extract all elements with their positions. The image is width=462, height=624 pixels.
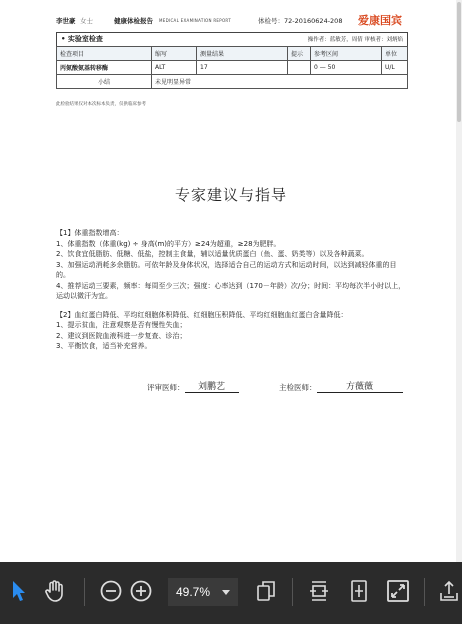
- advice-paragraph: 2、饮食宜低脂肪、低糖、低盐，控制主食量，辅以适量优质蛋白（鱼、蛋、奶类等）以及各种蔬菜。: [56, 250, 369, 258]
- scrollbar-thumb[interactable]: [457, 2, 461, 122]
- share-icon[interactable]: [434, 576, 462, 606]
- table-header-row: [57, 47, 408, 61]
- advice-paragraph: 1、提示贫血，注意观察是否有慢性失血；: [56, 321, 187, 329]
- reviewer-label: 评审医师：: [147, 383, 185, 392]
- zoom-level-value: 49.7%: [176, 585, 211, 599]
- copy-pages-icon[interactable]: [251, 576, 281, 606]
- advice-paragraph: 1、体重指数（体重(kg) ÷ 身高(m)的平方）≥24为超重，≥28为肥胖。: [56, 239, 281, 248]
- zoom-in-icon[interactable]: [126, 576, 156, 606]
- toolbar-divider: [424, 578, 425, 606]
- vertical-scrollbar[interactable]: [456, 0, 462, 562]
- chevron-down-icon: [222, 590, 230, 595]
- section-title: • 实验室检查: [61, 35, 103, 43]
- column-header: 测量结果: [197, 47, 288, 61]
- patient-name: 李世豪: [56, 17, 76, 25]
- brand-logo: 爱康国宾: [358, 14, 402, 27]
- cursor-icon[interactable]: [4, 576, 34, 606]
- summary-label: 小结: [57, 75, 152, 89]
- exam-number: 体检号：72-20160624-208: [258, 17, 343, 25]
- fit-page-icon[interactable]: [344, 576, 374, 606]
- chief-signature: [279, 379, 403, 393]
- summary-row: [57, 75, 408, 89]
- table-cell: 0 — 50: [311, 61, 382, 75]
- disclaimer-note: 此检验结果仅对本次标本负责，仅供临床参考: [56, 102, 146, 107]
- column-header: 提示: [288, 47, 311, 61]
- report-title-en: MEDICAL EXAMINATION REPORT: [159, 18, 231, 23]
- advice-paragraph: 2、建议到医院血液科进一步复查、诊治；: [56, 331, 187, 340]
- toolbar-divider: [292, 578, 293, 606]
- table-cell: 17: [197, 61, 288, 75]
- advice-paragraph: 【1】体重指数增高：: [56, 229, 124, 237]
- table-row: [57, 61, 408, 75]
- lab-results-table: [56, 46, 408, 89]
- table-cell: 丙氨酸氨基转移酶: [57, 61, 152, 75]
- section-operators: 操作者：蓝敏芳，周倩 审核者：刘炳焰: [307, 37, 403, 43]
- fullscreen-icon[interactable]: [383, 576, 413, 606]
- viewer-toolbar: [0, 562, 462, 624]
- table-cell: [288, 61, 311, 75]
- chief-name: 方薇薇: [317, 379, 403, 393]
- zoom-out-icon[interactable]: [96, 576, 126, 606]
- table-cell: ALT: [152, 61, 197, 75]
- reviewer-name: 刘鹏艺: [185, 379, 239, 393]
- table-cell: U/L: [382, 61, 408, 75]
- column-header: 单位: [382, 47, 408, 61]
- column-header: 参考区间: [311, 47, 382, 61]
- summary-value: 未见明显异常: [152, 75, 408, 89]
- column-header: 检查项目: [57, 47, 152, 61]
- patient-sex: 女士: [80, 17, 93, 25]
- toolbar-divider: [84, 578, 85, 606]
- zoom-level-select[interactable]: [168, 578, 238, 606]
- advice-paragraph: 【2】血红蛋白降低、平均红细胞体积降低、红细胞压积降低、平均红细胞血红蛋白含量降低：: [56, 310, 348, 319]
- advice-paragraph: 3、加强运动消耗多余脂肪。可依年龄及身体状况，选择适合自己的运动方式和运动时间，以达到减轻体重的目的。: [56, 260, 397, 279]
- column-header: 缩写: [152, 47, 197, 61]
- lab-section-header: [56, 32, 408, 47]
- advice-title: 专家建议与指导: [174, 186, 287, 204]
- fit-width-icon[interactable]: [304, 576, 334, 606]
- chief-label: 主检医师：: [279, 383, 317, 392]
- report-header: [56, 12, 406, 33]
- hand-icon[interactable]: [40, 576, 70, 606]
- advice-paragraph: 4、推荐运动三要素，频率：每周至少三次；强度：心率达到（170－年龄）次/分；时间：平均每次半小时以上，运动以微汗为宜。: [56, 281, 406, 300]
- reviewer-signature: [147, 379, 239, 393]
- report-title: 健康体检报告: [114, 17, 153, 25]
- advice-body: [56, 228, 408, 352]
- advice-paragraph: 3、平衡饮食，适当补充营养。: [56, 342, 152, 350]
